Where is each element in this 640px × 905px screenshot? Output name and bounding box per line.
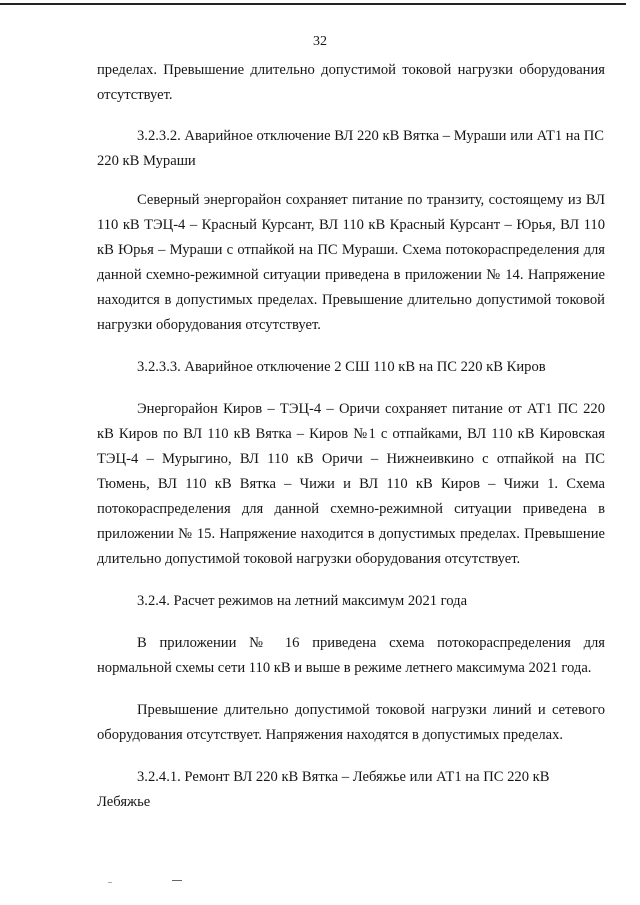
section-heading-3-2-4: 3.2.4. Расчет режимов на летний максимум 2021 года bbox=[137, 593, 468, 609]
section-heading-3-2-3-2: 3.2.3.2. Аварийное отключение ВЛ 220 кВ Вятка – Мураши или АТ1 на ПС 220 кВ Мураши bbox=[97, 128, 604, 169]
section-heading-3-2-3-3: 3.2.3.3. Аварийное отключение 2 СШ 110 кВ на ПС 220 кВ Киров bbox=[137, 359, 546, 375]
section-heading-3-2-4-1: 3.2.4.1. Ремонт ВЛ 220 кВ Вятка – Лебяжье или АТ1 на ПС 220 кВ Лебяжье bbox=[97, 769, 550, 810]
page-number: 32 bbox=[313, 34, 327, 49]
paragraph-northern-district: Северный энергорайон сохраняет питание по транзиту, состоящему из ВЛ 110 кВ ТЭЦ-4 – Красный Курсант, ВЛ 110 кВ Красный Курсант – Юрья, ВЛ 110 кВ Юрья – Мураши с отпайкой на ПС Мураши. Схема потокораспределения для данной схемно-режимной ситуации приведена в приложении № 14. Напряжение находится в допустимых пределах. Превышение длительно допустимой токовой нагрузки оборудования отсутствует. bbox=[97, 192, 605, 333]
scan-artifact-mark bbox=[108, 882, 112, 883]
paragraph-kirov-district: Энергорайон Киров – ТЭЦ-4 – Оричи сохраняет питание от АТ1 ПС 220 кВ Киров по ВЛ 110 кВ Вятка – Киров №1 с отпайками, ВЛ 110 кВ Кировская ТЭЦ-4 – Мурыгино, ВЛ 110 кВ Оричи – Нижнеивкино с отпайкой на ПС Тюмень, ВЛ 110 кВ Вятка – Чижи и ВЛ 110 кВ Киров – Чижи 1. Схема потокораспределения для данной схемно-режимной ситуации приведена в приложении № 15. Напряжение находится в допустимых пределах. Превышение длительно допустимой токовой нагрузки оборудования отсутствует. bbox=[97, 401, 605, 567]
document-body bbox=[97, 58, 605, 815]
top-border-line bbox=[0, 3, 626, 5]
paragraph-appendix-16: В приложении № 16 приведена схема потокораспределения для нормальной схемы сети 110 кВ и выше в режиме летнего максимума 2021 года. bbox=[97, 635, 605, 676]
paragraph-overload-absent: Превышение длительно допустимой токовой нагрузки линий и сетевого оборудования отсутствует. Напряжения находятся в допустимых пределах. bbox=[97, 702, 605, 743]
scan-artifact-mark bbox=[172, 880, 182, 881]
paragraph-continuation: пределах. Превышение длительно допустимой токовой нагрузки оборудования отсутствует. bbox=[97, 62, 605, 103]
